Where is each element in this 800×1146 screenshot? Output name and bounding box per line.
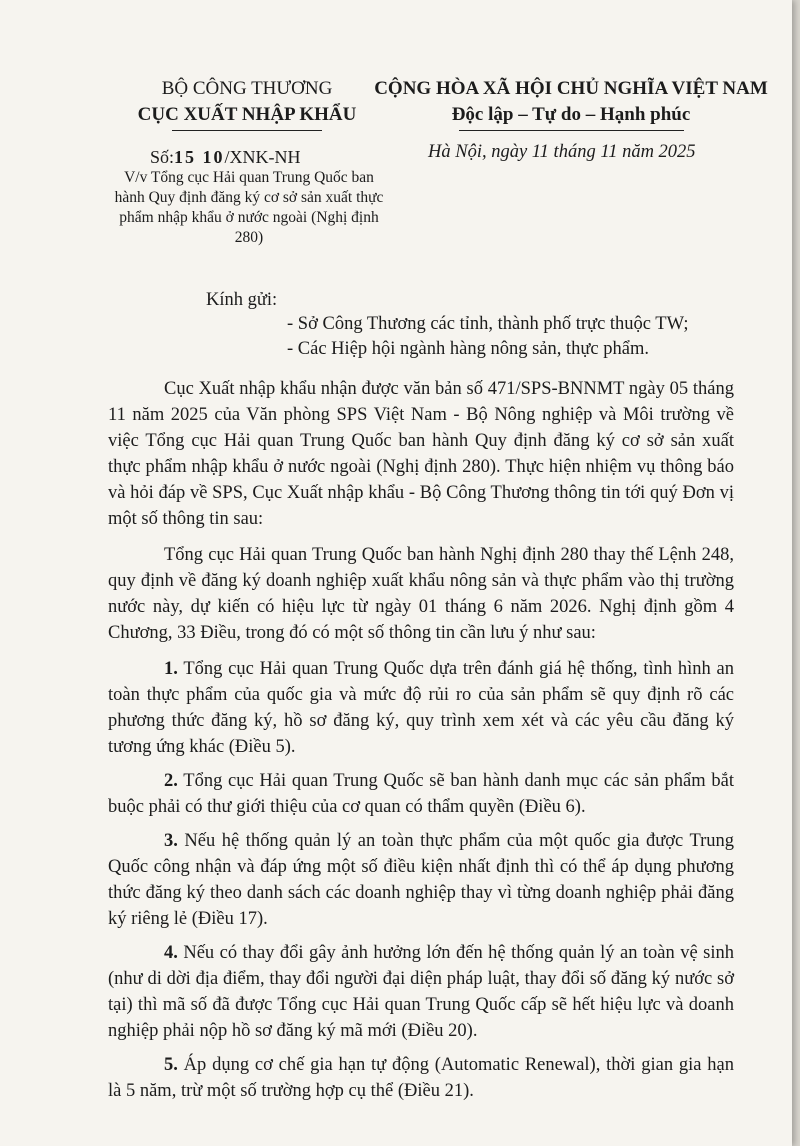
item-number: 5. xyxy=(164,1055,178,1075)
ministry-name: BỘ CÔNG THƯƠNG xyxy=(161,78,333,99)
item-number: 3. xyxy=(164,831,178,851)
item-number: 2. xyxy=(164,771,178,791)
summary-paragraph: Tổng cục Hải quan Trung Quốc ban hành Nghị định 280 thay thế Lệnh 248, quy định về đăng ký doanh nghiệp xuất khẩu nông sản và thực phẩm vào thị trường nước này, dự kiến có hiệu lực từ ngày 01 tháng 6 năm 2026. Nghị định gồm 4 Chương, 33 Điều, trong đó có một số thông tin cần lưu ý như sau: xyxy=(108,545,734,643)
list-item xyxy=(108,940,734,1044)
document-number xyxy=(150,146,301,168)
recipients-list xyxy=(287,312,689,362)
list-item xyxy=(108,656,734,760)
list-item xyxy=(108,768,734,820)
list-item xyxy=(108,828,734,932)
item-text: Tổng cục Hải quan Trung Quốc sẽ ban hành danh mục các sản phẩm bắt buộc phải có thư giới thiệu của cơ quan có thẩm quyền (Điều 6). xyxy=(108,771,734,817)
item-text: Áp dụng cơ chế gia hạn tự động (Automatic Renewal), thời gian gia hạn là 5 năm, trừ một số trường hợp cụ thể (Điều 21). xyxy=(108,1055,734,1101)
issuer-header xyxy=(118,76,376,131)
national-header xyxy=(370,76,772,131)
doc-number-prefix: Số: xyxy=(150,147,175,167)
item-text: Nếu hệ thống quản lý an toàn thực phẩm của một quốc gia được Trung Quốc công nhận và đáp ứng một số điều kiện nhất định thì có thể áp dụng phương thức đăng ký theo danh sách các doanh nghiệp thay vì từng doanh nghiệp phải đăng ký riêng lẻ (Điều 17). xyxy=(108,831,735,929)
recipient-item: - Sở Công Thương các tỉnh, thành phố trực thuộc TW; xyxy=(287,314,689,334)
document-body xyxy=(108,376,734,1112)
doc-number-value: 15 10 xyxy=(174,147,225,167)
item-number: 1. xyxy=(164,659,178,679)
recipient-item: - Các Hiệp hội ngành hàng nông sản, thực phẩm. xyxy=(287,339,649,359)
place-date: Hà Nội, ngày 11 tháng 11 năm 2025 xyxy=(428,142,696,162)
item-text: Tổng cục Hải quan Trung Quốc dựa trên đánh giá hệ thống, tình hình an toàn thực phẩm của quốc gia và mức độ rủi ro của sản phẩm sẽ quy định rõ các phương thức đăng ký, hồ sơ đăng ký, quy trình xem xét và các yêu cầu đăng ký tương ứng khác (Điều 5). xyxy=(108,659,734,757)
greeting: Kính gửi: xyxy=(206,290,278,310)
item-text: Nếu có thay đổi gây ảnh hưởng lớn đến hệ thống quản lý an toàn vệ sinh (như di dời địa điểm, thay đổi người đại diện pháp luật, thay đổi số đăng ký nước sở tại) thì mã số đã được Tổng cục Hải quan Trung Quốc cấp sẽ hết hiệu lực và doanh nghiệp phải nộp hồ sơ đăng ký mã mới (Điều 20). xyxy=(108,943,734,1041)
department-name: CỤC XUẤT NHẬP KHẨU xyxy=(137,104,357,125)
list-item xyxy=(108,1052,734,1104)
national-motto: Độc lập – Tự do – Hạnh phúc xyxy=(451,104,691,125)
doc-number-suffix: /XNK-NH xyxy=(224,147,301,167)
nation-title: CỘNG HÒA XÃ HỘI CHỦ NGHĨA VIỆT NAM xyxy=(374,78,768,99)
issuer-underline xyxy=(172,130,322,131)
intro-paragraph: Cục Xuất nhập khẩu nhận được văn bản số 471/SPS-BNNMT ngày 05 tháng 11 năm 2025 của Văn phòng SPS Việt Nam - Bộ Nông nghiệp và Môi trường về việc Tổng cục Hải quan Trung Quốc ban hành Quy định đăng ký cơ sở sản xuất thực phẩm nhập khẩu ở nước ngoài (Nghị định 280). Thực hiện nhiệm vụ thông báo và hỏi đáp về SPS, Cục Xuất nhập khẩu - Bộ Công Thương thông tin tới quý Đơn vị một số thông tin sau: xyxy=(108,379,734,529)
motto-underline xyxy=(459,130,684,131)
document-subject: V/v Tổng cục Hải quan Trung Quốc ban hành Quy định đăng ký cơ sở sản xuất thực phẩm nhập khẩu ở nước ngoài (Nghị định 280) xyxy=(114,169,384,246)
item-number: 4. xyxy=(164,943,178,963)
